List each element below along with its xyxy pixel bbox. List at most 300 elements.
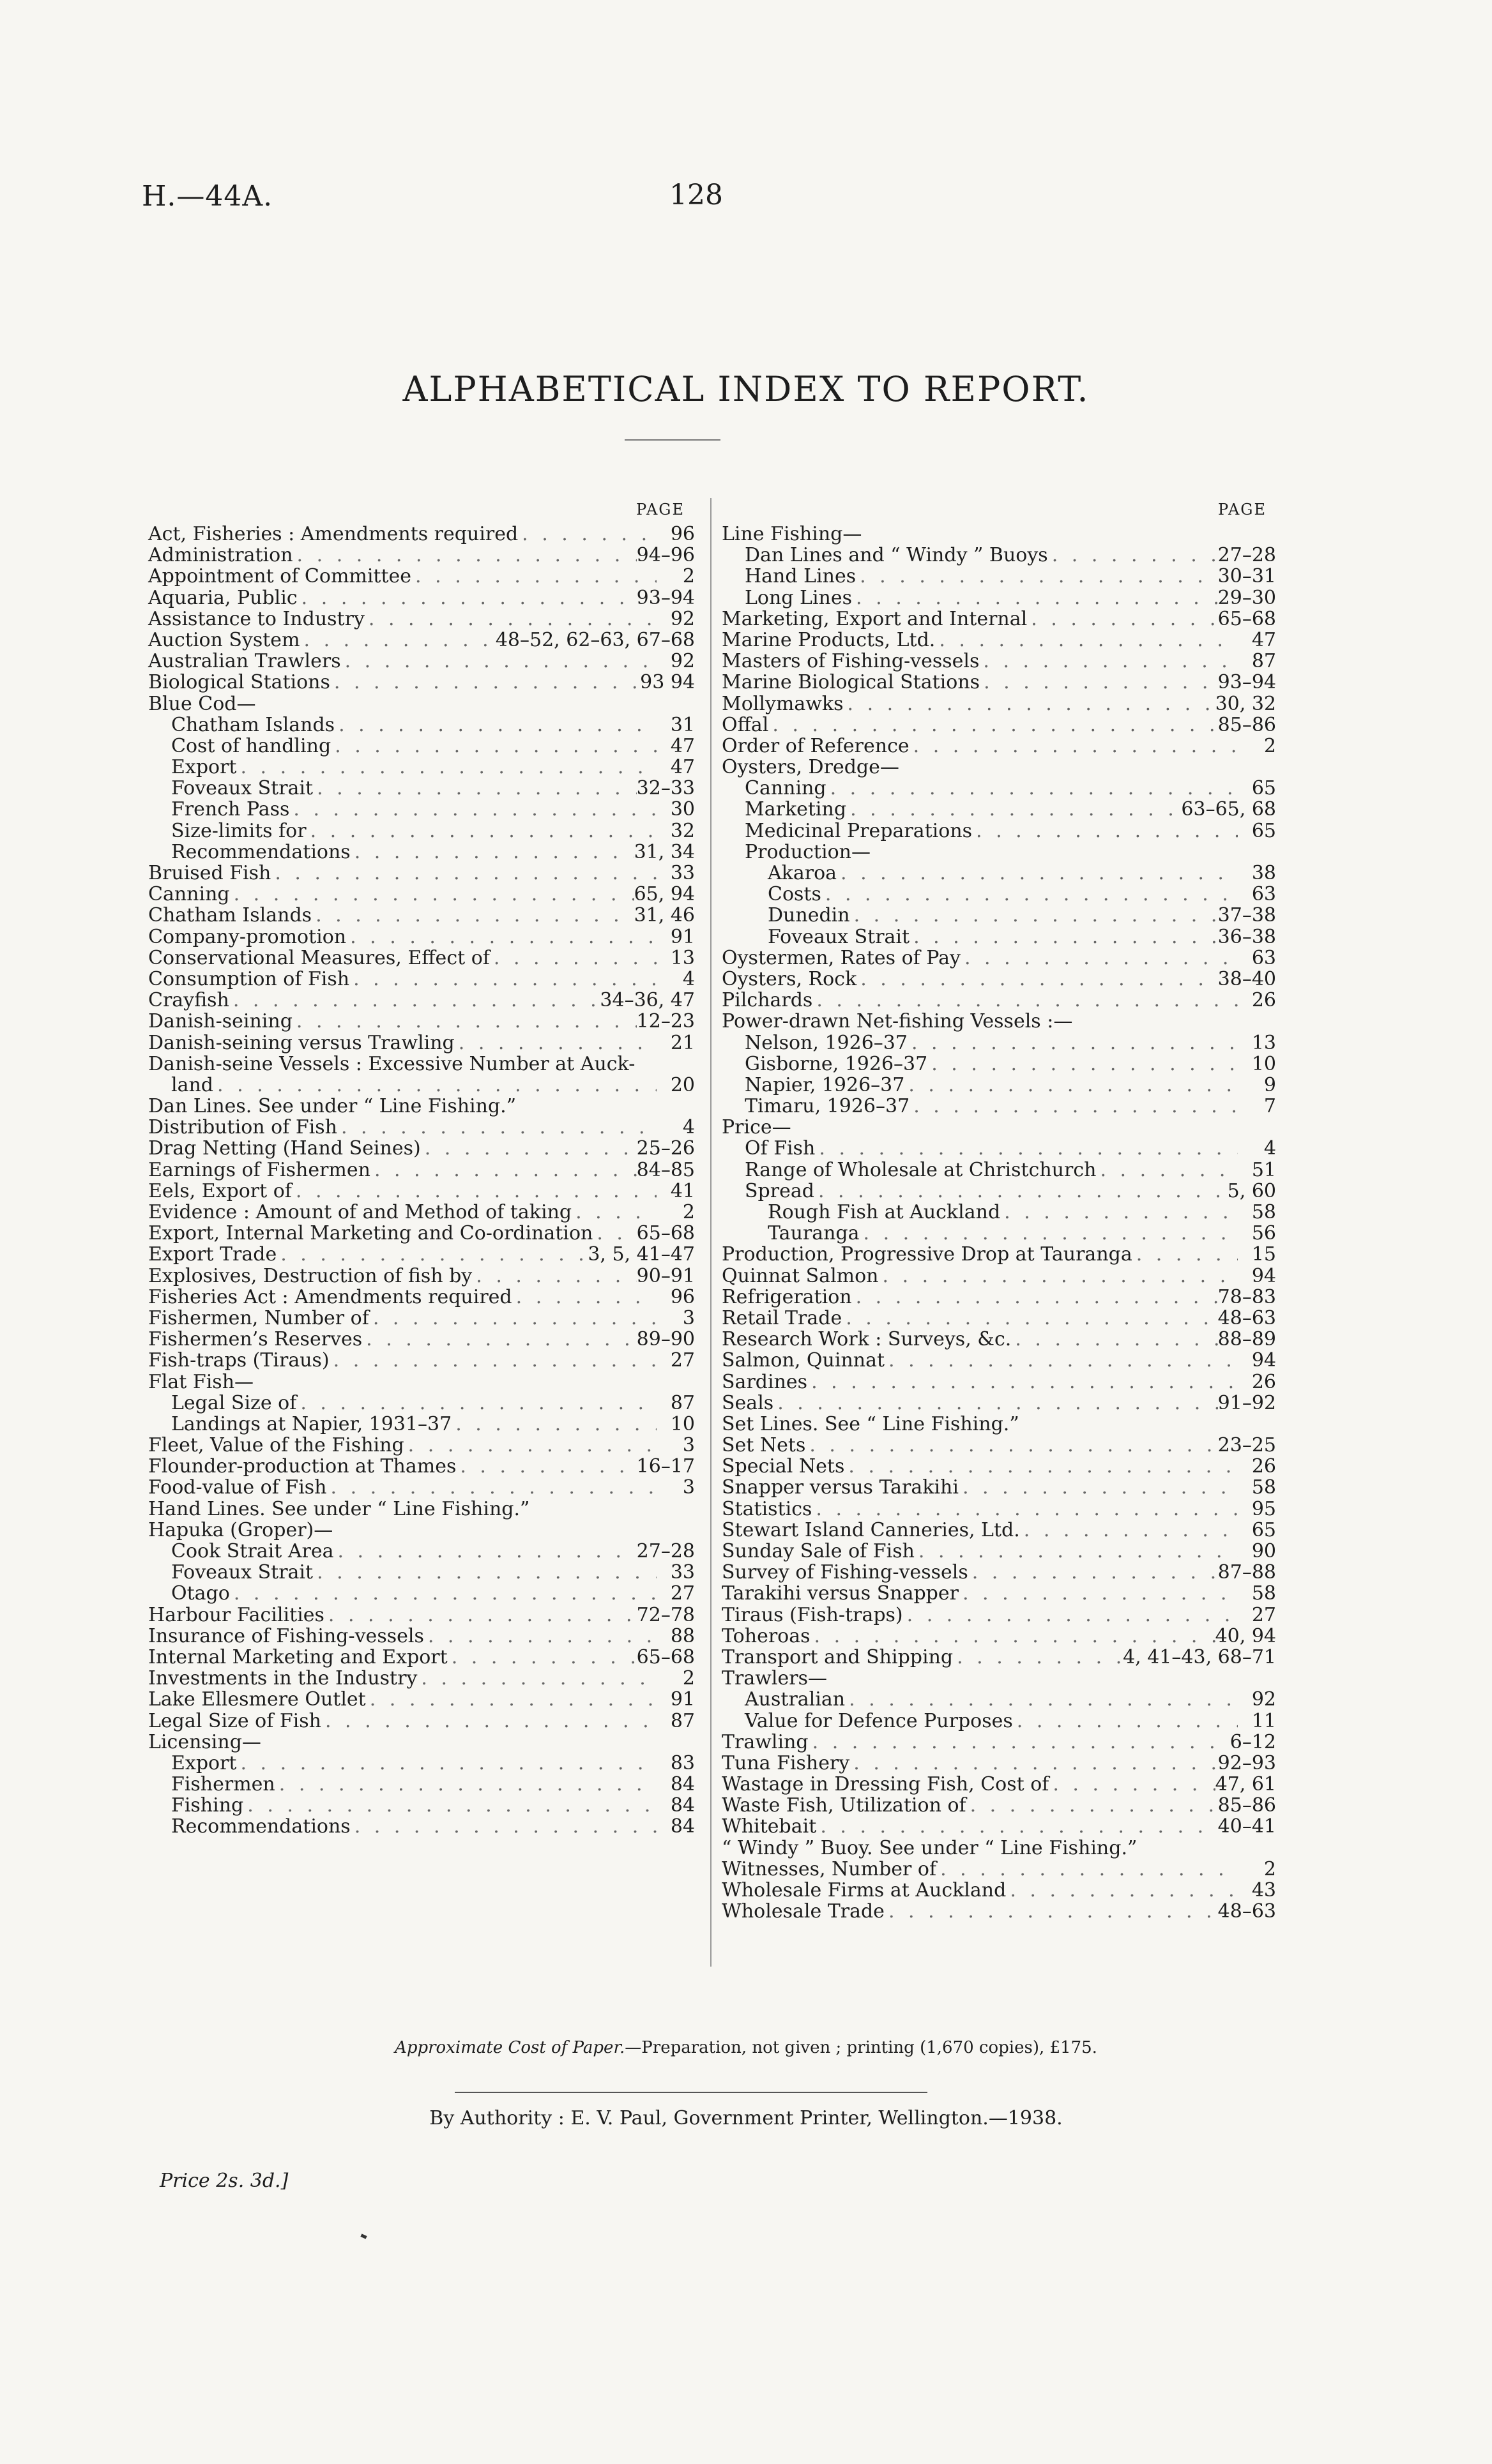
- entry-label: Set Lines. See “ Line Fishing.”: [722, 1412, 1019, 1435]
- index-entry: [148, 1372, 697, 1393]
- index-entry: [722, 1117, 1276, 1138]
- entry-page: 90: [1251, 1540, 1276, 1562]
- index-entry: [722, 1011, 1276, 1032]
- index-entry: [722, 1435, 1276, 1456]
- entry-label: Tauranga: [768, 1222, 860, 1245]
- entry-label: Trawling: [722, 1730, 809, 1753]
- entry-label: Survey of Fishing-vessels: [722, 1561, 968, 1584]
- index-entry: [148, 1816, 697, 1837]
- entry-page: 47: [670, 734, 695, 757]
- index-entry: [148, 1393, 697, 1414]
- leader-dots: [298, 587, 637, 608]
- index-entry: [722, 545, 1276, 566]
- index-entry: [148, 1541, 697, 1562]
- index-entry: [722, 1711, 1276, 1732]
- leader-dots: [850, 905, 1218, 926]
- entry-label: Production, Progressive Drop at Tauranga: [722, 1243, 1132, 1266]
- entry-page: 40, 94: [1215, 1624, 1276, 1647]
- leader-dots: [229, 990, 600, 1011]
- entry-label: Aquaria, Public: [148, 586, 298, 609]
- entry-page: 5, 60: [1227, 1179, 1276, 1202]
- index-entry: [722, 587, 1276, 608]
- index-entry: [148, 842, 697, 863]
- entry-page: 25–26: [636, 1137, 695, 1160]
- index-entry: [148, 1711, 697, 1732]
- leader-dots: [837, 863, 1238, 884]
- leader-dots: [593, 1223, 636, 1244]
- index-entry: [148, 1032, 697, 1054]
- index-column-left: [148, 498, 697, 1838]
- index-entry: [148, 1160, 697, 1181]
- index-entry: [148, 1011, 697, 1032]
- entry-label: Lake Ellesmere Outlet: [148, 1688, 366, 1711]
- entry-page: 84: [670, 1815, 695, 1838]
- entry-label: Distribution of Fish: [148, 1116, 337, 1139]
- index-entry: [148, 545, 697, 566]
- entry-label: Of Fish: [745, 1137, 816, 1160]
- leader-dots: [773, 1393, 1217, 1414]
- entry-page: 38: [1251, 862, 1276, 884]
- index-entry: [148, 693, 697, 714]
- leader-dots: [300, 630, 496, 651]
- leader-dots: [816, 1816, 1217, 1837]
- entry-page: 30–31: [1217, 565, 1276, 588]
- entry-label: Medicinal Preparations: [745, 819, 973, 842]
- entry-page: 72–78: [636, 1603, 695, 1626]
- entry-label: Assistance to Industry: [148, 607, 365, 630]
- index-entry: [148, 1583, 697, 1604]
- index-entry: [148, 1605, 697, 1626]
- leader-dots: [307, 820, 657, 842]
- page-column-header: PAGE: [1218, 501, 1267, 518]
- entry-label: Conservational Measures, Effect of: [148, 946, 490, 969]
- leader-dots: [275, 1774, 657, 1795]
- leader-dots: [846, 799, 1181, 820]
- index-entry: [148, 799, 697, 820]
- entry-label: Cook Strait Area: [171, 1540, 334, 1562]
- index-entry: [722, 757, 1276, 778]
- entry-label: Offal: [722, 713, 769, 736]
- entry-label: Australian: [745, 1688, 846, 1711]
- entry-page: 13: [1251, 1031, 1276, 1054]
- entry-page: 41: [670, 1179, 695, 1202]
- entry-page: 92: [670, 607, 695, 630]
- entry-label: Masters of Fishing-vessels: [722, 650, 980, 673]
- entry-label: Appointment of Committee: [148, 565, 412, 588]
- leader-dots: [296, 1393, 657, 1414]
- entry-page: 4: [682, 1116, 695, 1139]
- leader-dots: [366, 1689, 657, 1710]
- entry-label: Snapper versus Tarakihi: [722, 1476, 959, 1499]
- leader-dots: [1048, 545, 1218, 566]
- entry-page: 78–83: [1217, 1285, 1276, 1308]
- leader-dots: [313, 778, 637, 799]
- index-entry: [148, 736, 697, 757]
- index-entry: [722, 1032, 1276, 1054]
- entry-page: 31, 46: [634, 904, 695, 927]
- entry-label: Waste Fish, Utilization of: [722, 1794, 966, 1817]
- index-entry: [722, 1096, 1276, 1117]
- entry-label: Dan Lines and “ Windy ” Buoys: [745, 544, 1048, 567]
- entry-label: Dunedin: [768, 904, 850, 927]
- index-entry: [148, 926, 697, 948]
- entry-page: 48–52, 62–63, 67–68: [495, 628, 695, 651]
- entry-page: 32–33: [636, 777, 695, 800]
- entry-page: 92–93: [1217, 1751, 1276, 1774]
- entry-label: Company-promotion: [148, 925, 347, 948]
- leader-dots: [312, 905, 634, 926]
- leader-dots: [935, 630, 1238, 651]
- entry-page: 26: [1251, 1370, 1276, 1393]
- entry-label: French Pass: [171, 798, 290, 821]
- entry-page: 2: [682, 565, 695, 588]
- entry-label: Evidence : Amount of and Method of taking: [148, 1201, 572, 1223]
- index-entry: [148, 1520, 697, 1541]
- index-entry: [722, 1583, 1276, 1604]
- index-entry: [722, 969, 1276, 990]
- index-entry: [722, 1880, 1276, 1901]
- entry-page: 88–89: [1217, 1328, 1276, 1351]
- entry-label: Foveaux Strait: [171, 777, 314, 800]
- entry-page: 33: [670, 862, 695, 884]
- entry-page: 38–40: [1217, 967, 1276, 990]
- entry-label: Eels, Export of: [148, 1179, 292, 1202]
- leader-dots: [411, 566, 657, 587]
- entry-page: 43: [1251, 1879, 1276, 1901]
- leader-dots: [512, 1287, 657, 1308]
- entry-page: 34–36, 47: [600, 989, 695, 1012]
- index-entry: [722, 693, 1276, 714]
- leader-dots: [805, 1435, 1217, 1456]
- entry-page: 58: [1251, 1476, 1276, 1499]
- entry-label: Transport and Shipping: [722, 1645, 954, 1668]
- leader-dots: [346, 926, 657, 948]
- entry-label: Mollymawks: [722, 692, 844, 715]
- entry-label: Power-drawn Net-fishing Vessels :—: [722, 1010, 1073, 1033]
- leader-dots: [879, 1266, 1238, 1287]
- page-number: 128: [669, 179, 723, 211]
- index-entry: [722, 1202, 1276, 1223]
- entry-label: Trawlers—: [722, 1667, 827, 1690]
- index-entry: [722, 1816, 1276, 1837]
- entry-page: 10: [670, 1412, 695, 1435]
- leader-dots: [292, 1181, 657, 1202]
- entry-label: Drag Netting (Hand Seines): [148, 1137, 421, 1160]
- leader-dots: [362, 1329, 636, 1350]
- leader-dots: [910, 736, 1238, 757]
- entry-label: Price—: [722, 1116, 791, 1139]
- entry-label: Harbour Facilities: [148, 1603, 324, 1626]
- leader-dots: [968, 1562, 1218, 1583]
- entry-page: 63–65, 68: [1181, 798, 1276, 821]
- entry-label: Oystermen, Rates of Pay: [722, 946, 961, 969]
- entry-page: 65: [1251, 819, 1276, 842]
- leader-dots: [959, 1583, 1238, 1604]
- index-entry: [722, 1350, 1276, 1371]
- entry-label: Flounder-production at Thames: [148, 1455, 457, 1478]
- entry-page: 3: [682, 1476, 695, 1499]
- page-column-header: PAGE: [636, 501, 685, 518]
- entry-label: Fleet, Value of the Fishing: [148, 1434, 404, 1457]
- entry-label: Insurance of Fishing-vessels: [148, 1624, 424, 1647]
- entry-label: Tiraus (Fish-traps): [722, 1603, 903, 1626]
- leader-dots: [404, 1435, 657, 1456]
- index-entry: [148, 1054, 697, 1075]
- index-entry: [722, 863, 1276, 884]
- entry-label: land: [171, 1073, 214, 1096]
- leader-dots: [490, 948, 657, 969]
- leader-dots: [1096, 1160, 1238, 1181]
- index-entry: [722, 1075, 1276, 1096]
- leader-dots: [331, 736, 657, 757]
- entry-label: Wholesale Firms at Auckland: [722, 1879, 1007, 1901]
- leader-dots: [335, 714, 657, 736]
- index-entry: [722, 714, 1276, 736]
- index-entry: [148, 1435, 697, 1456]
- index-entry: [148, 1350, 697, 1371]
- leader-dots: [236, 757, 657, 778]
- leader-dots: [236, 1753, 657, 1774]
- entry-label: Crayfish: [148, 989, 229, 1012]
- entry-page: 93 94: [640, 671, 695, 694]
- leader-dots: [351, 842, 634, 863]
- index-entry: [722, 1901, 1276, 1922]
- cost-text: —Preparation, not given ; printing (1,670 copies), £175.: [625, 2038, 1097, 2057]
- entry-page: 56: [1251, 1222, 1276, 1245]
- entry-label: Landings at Napier, 1931–37: [171, 1412, 452, 1435]
- cost-of-paper-note: [0, 2038, 1492, 2057]
- entry-page: 10: [1251, 1052, 1276, 1075]
- title-divider: [625, 439, 720, 441]
- index-entry: [148, 1414, 697, 1435]
- index-entry: [722, 1266, 1276, 1287]
- leader-dots: [1020, 1520, 1238, 1541]
- index-entry: [148, 1287, 697, 1308]
- index-entry: [148, 1456, 697, 1477]
- entry-page: 4: [1263, 1137, 1276, 1160]
- index-entry: [148, 757, 697, 778]
- entry-page: 2: [682, 1201, 695, 1223]
- entry-label: Pilchards: [722, 989, 813, 1012]
- leader-dots: [826, 778, 1238, 799]
- entry-page: 3: [682, 1306, 695, 1329]
- leader-dots: [910, 1096, 1238, 1117]
- entry-label: Tuna Fishery: [722, 1751, 850, 1774]
- index-entry: [722, 1859, 1276, 1880]
- index-entry: [722, 1795, 1276, 1816]
- entry-page: 51: [1251, 1158, 1276, 1181]
- entry-page: 92: [1251, 1688, 1276, 1711]
- entry-label: Export: [171, 756, 237, 779]
- leader-dots: [213, 1075, 657, 1096]
- leader-dots: [448, 1647, 637, 1668]
- entry-page: 29–30: [1217, 586, 1276, 609]
- entry-page: 31: [670, 713, 695, 736]
- entry-page: 88: [670, 1624, 695, 1647]
- leader-dots: [811, 1626, 1215, 1647]
- index-list-right: [722, 524, 1276, 1922]
- entry-label: Act, Fisheries : Amendments required: [148, 523, 519, 545]
- entry-label: Fisheries Act : Amendments required: [148, 1285, 512, 1308]
- leader-dots: [230, 1583, 657, 1604]
- index-entry: [722, 948, 1276, 969]
- entry-label: “ Windy ” Buoy. See under “ Line Fishing.”: [722, 1836, 1138, 1859]
- index-entry: [722, 884, 1276, 905]
- entry-label: Dan Lines. See under “ Line Fishing.”: [148, 1095, 517, 1118]
- entry-label: Order of Reference: [722, 734, 910, 757]
- index-entry: [148, 1626, 697, 1647]
- index-title: ALPHABETICAL INDEX TO REPORT.: [402, 369, 1090, 409]
- entry-label: Nelson, 1926–37: [745, 1031, 908, 1054]
- entry-label: Sunday Sale of Fish: [722, 1540, 915, 1562]
- leader-dots: [809, 1732, 1230, 1753]
- entry-label: Flat Fish—: [148, 1370, 254, 1393]
- entry-page: 48–63: [1217, 1900, 1276, 1923]
- entry-label: Napier, 1926–37: [745, 1073, 905, 1096]
- index-entry: [722, 524, 1276, 545]
- entry-page: 13: [670, 946, 695, 969]
- leader-dots: [821, 884, 1238, 905]
- index-entry: [722, 1541, 1276, 1562]
- leader-dots: [842, 1308, 1217, 1329]
- leader-dots: [910, 926, 1218, 948]
- index-entry: [722, 820, 1276, 842]
- index-entry: [722, 1732, 1276, 1753]
- entry-label: Blue Cod—: [148, 692, 256, 715]
- leader-dots: [1013, 1711, 1238, 1732]
- entry-label: Canning: [148, 883, 230, 906]
- entry-page: 26: [1251, 1455, 1276, 1478]
- leader-dots: [324, 1605, 637, 1626]
- leader-dots: [230, 884, 634, 905]
- index-entry: [722, 1223, 1276, 1244]
- entry-label: Danish-seining versus Trawling: [148, 1031, 455, 1054]
- leader-dots: [369, 1308, 657, 1329]
- footer-divider: [455, 2092, 927, 2093]
- entry-page: 96: [670, 1285, 695, 1308]
- entry-page: 91: [670, 925, 695, 948]
- entry-page: 94: [1251, 1349, 1276, 1372]
- index-entry: [148, 1244, 697, 1265]
- entry-label: Australian Trawlers: [148, 650, 341, 673]
- entry-page: 93–94: [636, 586, 695, 609]
- index-entry: [722, 566, 1276, 587]
- leader-dots: [849, 1753, 1217, 1774]
- leader-dots: [1049, 1774, 1215, 1795]
- index-entry: [148, 1774, 697, 1795]
- leader-dots: [1132, 1244, 1238, 1265]
- leader-dots: [980, 672, 1218, 693]
- entry-page: 27: [670, 1349, 695, 1372]
- index-entry: [722, 1138, 1276, 1159]
- index-entry: [722, 1605, 1276, 1626]
- index-entry: [148, 630, 697, 651]
- entry-label: Refrigeration: [722, 1285, 852, 1308]
- entry-label: Foveaux Strait: [171, 1561, 314, 1584]
- leader-dots: [351, 1816, 657, 1837]
- index-entry: [722, 905, 1276, 926]
- entry-label: Stewart Island Canneries, Ltd.: [722, 1518, 1020, 1541]
- entry-label: Auction System: [148, 628, 300, 651]
- entry-page: 2: [682, 1667, 695, 1690]
- entry-page: 91–92: [1217, 1391, 1276, 1414]
- entry-page: 9: [1263, 1073, 1276, 1096]
- entry-page: 84: [670, 1794, 695, 1817]
- index-entry: [722, 778, 1276, 799]
- entry-label: Quinnat Salmon: [722, 1264, 879, 1287]
- document-code: H.—44A.: [142, 180, 273, 213]
- entry-label: Set Nets: [722, 1434, 806, 1457]
- index-entry: [722, 799, 1276, 820]
- index-entry: [722, 672, 1276, 693]
- entry-label: Fishing: [171, 1794, 244, 1817]
- entry-page: 47: [670, 756, 695, 779]
- entry-label: Earnings of Fishermen: [148, 1158, 370, 1181]
- cost-label: Approximate Cost of Paper.: [395, 2038, 625, 2057]
- index-entry: [722, 1393, 1276, 1414]
- entry-page: 47: [1251, 628, 1276, 651]
- entry-label: Marketing, Export and Internal: [722, 607, 1028, 630]
- entry-label: Chatham Islands: [171, 713, 335, 736]
- index-entry: [148, 1075, 697, 1096]
- entry-label: Licensing—: [148, 1730, 261, 1753]
- leader-dots: [271, 863, 657, 884]
- leader-dots: [349, 969, 657, 990]
- index-entry: [148, 884, 697, 905]
- index-entry: [148, 1266, 697, 1287]
- index-entry: [148, 1096, 697, 1117]
- index-entry: [722, 1689, 1276, 1710]
- entry-page: 89–90: [636, 1328, 695, 1351]
- entry-label: Recommendations: [171, 1815, 351, 1838]
- index-entry: [148, 820, 697, 842]
- leader-dots: [844, 1456, 1238, 1477]
- entry-page: 87: [670, 1709, 695, 1732]
- entry-label: Special Nets: [722, 1455, 845, 1478]
- entry-label: Explosives, Destruction of fish by: [148, 1264, 473, 1287]
- index-entry: [148, 651, 697, 672]
- entry-page: 33: [670, 1561, 695, 1584]
- entry-label: Fishermen, Number of: [148, 1306, 369, 1329]
- entry-label: Hapuka (Groper)—: [148, 1518, 333, 1541]
- entry-label: Witnesses, Number of: [722, 1857, 937, 1880]
- entry-label: Akaroa: [768, 862, 837, 884]
- index-entry: [148, 1138, 697, 1159]
- leader-dots: [953, 1647, 1123, 1668]
- leader-dots: [845, 1689, 1238, 1710]
- entry-label: Hand Lines. See under “ Line Fishing.”: [148, 1497, 530, 1520]
- index-entry: [148, 1562, 697, 1583]
- leader-dots: [321, 1711, 657, 1732]
- index-entry: [722, 1160, 1276, 1181]
- index-entry: [148, 1668, 697, 1689]
- index-entry: [722, 1456, 1276, 1477]
- entry-label: Gisborne, 1926–37: [745, 1052, 928, 1075]
- entry-label: Toheroas: [722, 1624, 811, 1647]
- index-entry: [148, 990, 697, 1011]
- leader-dots: [936, 1859, 1238, 1880]
- index-entry: [722, 926, 1276, 948]
- entry-page: 65–68: [636, 1645, 695, 1668]
- leader-dots: [370, 1160, 637, 1181]
- index-entry: [148, 1308, 697, 1329]
- entry-label: Legal Size of: [171, 1391, 297, 1414]
- leader-dots: [421, 1138, 637, 1159]
- entry-page: 7: [1263, 1095, 1276, 1118]
- entry-page: 16–17: [636, 1455, 695, 1478]
- entry-label: Investments in the Industry: [148, 1667, 418, 1690]
- leader-dots: [807, 1372, 1238, 1393]
